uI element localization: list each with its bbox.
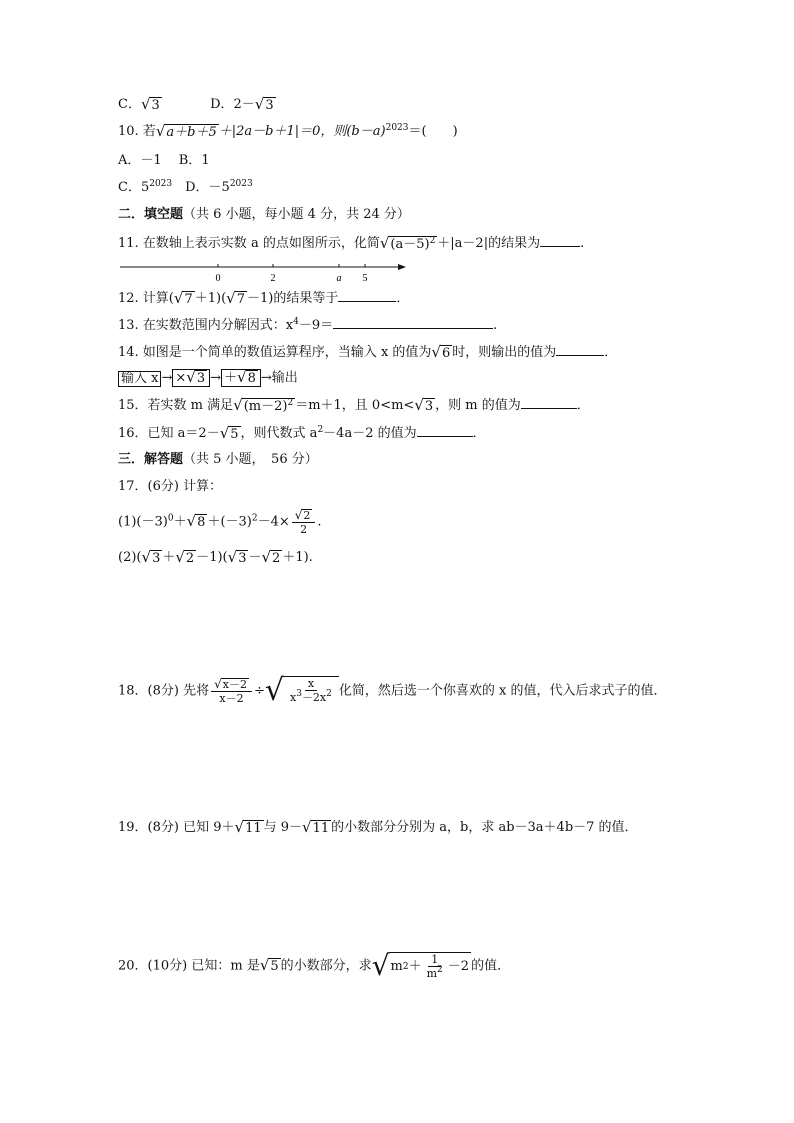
multiply-box: × √ 3 bbox=[172, 369, 210, 387]
sqrt: √ 3 bbox=[254, 94, 274, 113]
question-17-part-1: $(1)(-3)^0+$ √ 8 $+(-3)^2-4\times$ √ 2 2 . bbox=[118, 507, 322, 536]
tick-label-0: 0 bbox=[215, 273, 221, 284]
answer-blank[interactable] bbox=[417, 424, 473, 437]
answer-blank[interactable] bbox=[521, 396, 577, 409]
question-19: 19．(8分) 已知 9＋ √ 11 与 9－ √ 11 的小数部分分别为 a，b，求 ab－3a＋4b－7 的值． bbox=[118, 817, 638, 836]
answer-blank[interactable] bbox=[338, 289, 396, 302]
sqrt: √ 3 bbox=[227, 547, 247, 566]
sqrt: √ 5 bbox=[259, 956, 279, 974]
question-20: 20．(10分) 已知：m 是 √ 5 的小数部分，求 √ m 2 ＋ $\frac{1}{m^2}$ －2 的值． bbox=[118, 949, 511, 982]
input-box: 输入 x bbox=[118, 371, 161, 387]
tick-label-5: 5 bbox=[362, 273, 368, 284]
tick-label-2: 2 bbox=[270, 273, 276, 284]
section-3-heading: 三．解答题（共 5 小题， 56 分） bbox=[118, 452, 318, 467]
sqrt: √ 3 bbox=[140, 94, 160, 113]
question-10: 10. 若 √ a＋b＋5 ＋|2a－b＋1|＝0，则$(b-a)^{2023}=$( ) bbox=[118, 121, 458, 140]
question-12: 12. 计算( √ 7 ＋1)( √ 7 －1)的结果等于 ． bbox=[118, 288, 410, 307]
section-2-heading: 二．填空题（共 6 小题，每小题 4 分，共 24 分） bbox=[118, 207, 410, 222]
arrow-icon: → bbox=[161, 370, 173, 386]
sqrt: √ 7 bbox=[173, 288, 193, 307]
sqrt: √ a＋b＋5 bbox=[155, 121, 217, 140]
output-label: 输出 bbox=[271, 370, 298, 386]
sqrt: √ 2 bbox=[261, 547, 281, 566]
q10-options-cd: C．$5^{2023}$ D．$-5^{2023}$ bbox=[118, 179, 253, 195]
sqrt: √ 3 bbox=[141, 547, 161, 566]
program-flowchart bbox=[118, 369, 298, 388]
q9-options-cd: C． √ 3 D．2－ √ 3 bbox=[118, 94, 274, 113]
sqrt: √ 11 bbox=[302, 817, 330, 836]
question-17: 17．(6分) 计算： bbox=[118, 479, 223, 494]
number-line bbox=[118, 263, 408, 285]
sqrt: √ 8 bbox=[186, 511, 206, 530]
question-16: 16．已知 a＝2－ √ 5 ，则代数式 $a^2-4a-2$ 的值为 ． bbox=[118, 423, 486, 442]
sqrt: √ 2 bbox=[175, 547, 195, 566]
sqrt: √ 6 bbox=[431, 342, 451, 361]
sqrt: √ 11 bbox=[234, 817, 262, 836]
answer-blank[interactable] bbox=[333, 316, 493, 329]
sqrt: √ m 2 ＋ $\frac{1}{m^2}$ －2 bbox=[371, 949, 470, 982]
sqrt: √ $(m-2)^2$ bbox=[233, 395, 294, 414]
arrow-icon: → bbox=[210, 370, 222, 386]
question-17-part-2: (2)( √ 3 ＋ √ 2 －1)( √ 3 － √ 2 ＋1). bbox=[118, 547, 313, 566]
q10-options-ab: A．－1 B．1 bbox=[118, 153, 210, 168]
tick-label-a: a bbox=[336, 273, 342, 284]
question-14: 14. 如图是一个简单的数值运算程序，当输入 x 的值为 √ 6 时，则输出的值为 ． bbox=[118, 342, 618, 361]
arrow-icon: → bbox=[260, 370, 272, 386]
sqrt: √ $(a-5)^2$ bbox=[379, 233, 436, 252]
answer-blank[interactable] bbox=[540, 234, 580, 247]
add-box: ＋ √ 8 bbox=[221, 369, 261, 387]
sqrt: √ $\frac{x}{x^3-2x^2}$ bbox=[265, 676, 339, 706]
question-11: 11. 在数轴上表示实数 a 的点如图所示，化简 √ $(a-5)^2$ ＋|a－2|的结果为 . bbox=[118, 233, 585, 252]
answer-blank[interactable] bbox=[556, 343, 604, 356]
sqrt: √ 3 bbox=[414, 395, 434, 414]
question-15: 15．若实数 m 满足 √ $(m-2)^2$ ＝m＋1，且 0<m< √ 3 ，则 m 的值为 ． bbox=[118, 395, 590, 414]
sqrt: √ 7 bbox=[226, 288, 245, 307]
fraction: √ 2 2 bbox=[292, 508, 316, 536]
sqrt: √ 5 bbox=[219, 423, 239, 442]
fraction: √ x－2 x－2 bbox=[211, 677, 252, 705]
question-18: 18．(8分) 先将 √ x－2 x－2 ÷ √ $\frac{x}{x^3-2x^2}$ 化简，然后选一个你喜欢的 x 的值，代入后求式子的值． bbox=[118, 673, 667, 708]
question-13: 13. 在实数范围内分解因式：$x^4-9=$ . bbox=[118, 317, 498, 333]
